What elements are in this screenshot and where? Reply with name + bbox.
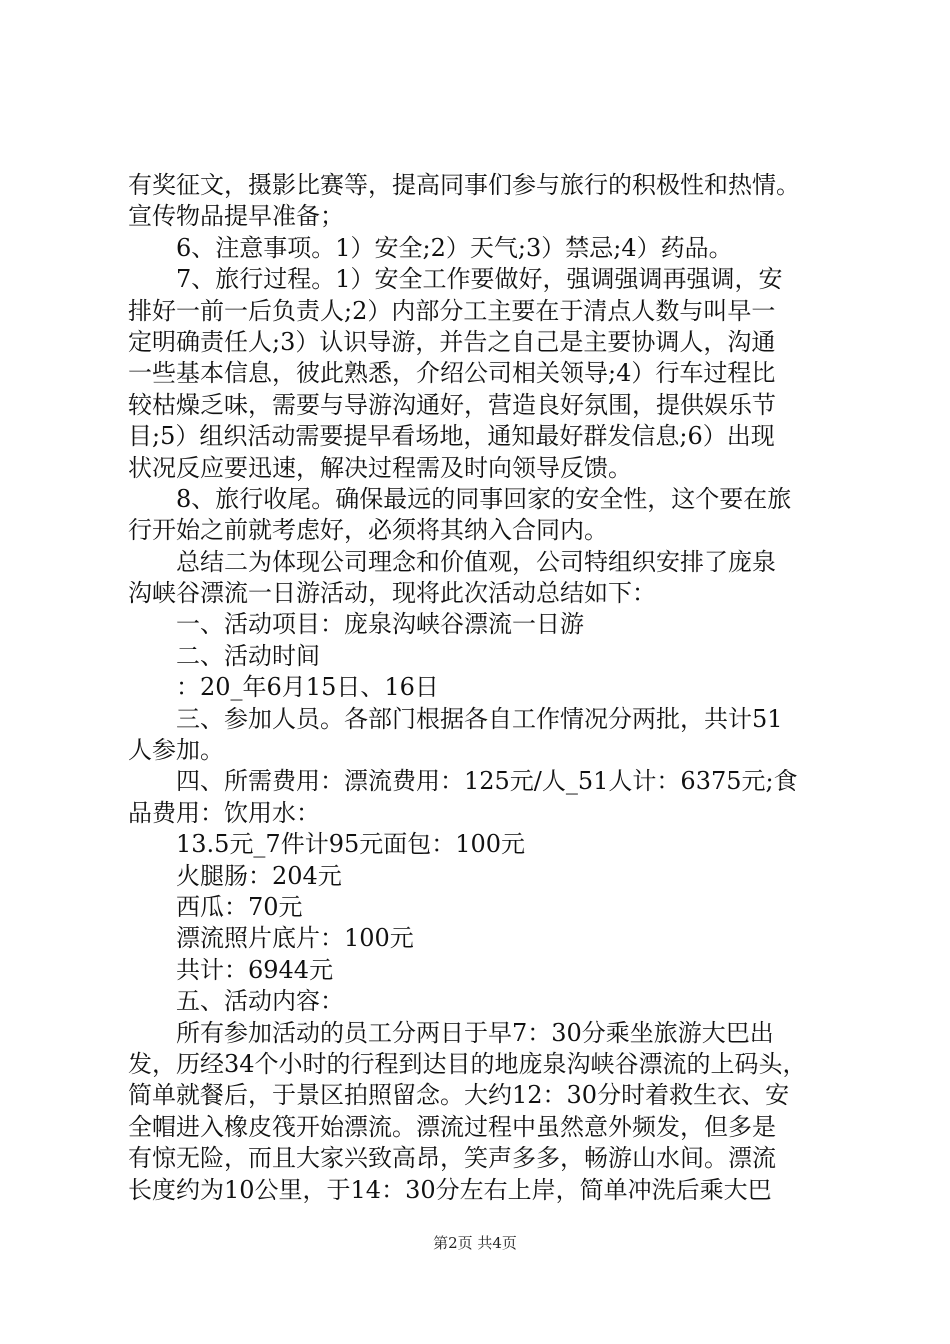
text-line: 发，历经34个小时的行程到达目的地庞泉沟峡谷漂流的上码头， (128, 1049, 807, 1078)
text-line: 三、参加人员。各部门根据各自工作情况分两批，共计51 (176, 704, 783, 733)
text-line: 定明确责任人;3）认识导游，并告之自己是主要协调人，沟通 (128, 327, 776, 356)
text-line: 简单就餐后，于景区拍照留念。大约12：30分时着救生衣、安 (128, 1081, 790, 1110)
text-line: 行开始之前就考虑好，必须将其纳入合同内。 (128, 516, 608, 545)
text-line: 一、活动项目：庞泉沟峡谷漂流一日游 (176, 610, 584, 639)
text-line: 宣传物品提早准备； (128, 202, 344, 231)
text-line: 品费用：饮用水： (128, 798, 320, 827)
text-line: 13.5元_7件计95元面包：100元 (176, 830, 526, 859)
text-line: 7、旅行过程。1）安全工作要做好，强调强调再强调，安 (176, 265, 783, 294)
text-line: 五、活动内容： (176, 987, 344, 1016)
text-line: 火腿肠：204元 (176, 861, 342, 890)
text-line: 较枯燥乏味，需要与导游沟通好，营造良好氛围，提供娱乐节 (128, 390, 776, 419)
text-line: 总结二为体现公司理念和价值观，公司特组织安排了庞泉 (176, 547, 776, 576)
text-line: 8、旅行收尾。确保最远的同事回家的安全性，这个要在旅 (176, 484, 792, 513)
text-line: 沟峡谷漂流一日游活动，现将此次活动总结如下： (128, 579, 656, 608)
text-line: 所有参加活动的员工分两日于早7：30分乘坐旅游大巴出 (176, 1018, 774, 1047)
text-line: 共计：6944元 (176, 955, 334, 984)
text-line: ：20_年6月15日、16日 (176, 673, 439, 702)
text-line: 长度约为10公里，于14：30分左右上岸，简单冲洗后乘大巴 (128, 1175, 772, 1204)
text-line: 目;5）组织活动需要提早看场地，通知最好群发信息;6）出现 (128, 422, 775, 451)
text-line: 人参加。 (128, 736, 224, 765)
text-line: 有奖征文，摄影比赛等，提高同事们参与旅行的积极性和热情。 (128, 171, 800, 199)
text-line: 一些基本信息，彼此熟悉，介绍公司相关领导;4）行车过程比 (128, 359, 776, 388)
text-line: 排好一前一后负责人;2）内部分工主要在于清点人数与叫早一 (128, 296, 776, 325)
text-line: 漂流照片底片：100元 (176, 924, 414, 953)
text-line: 6、注意事项。1）安全;2）天气;3）禁忌;4）药品。 (176, 233, 733, 262)
document-body (128, 170, 840, 1206)
text-line: 四、所需费用：漂流费用：125元/人_51人计：6375元;食 (176, 767, 798, 796)
text-line: 西瓜：70元 (176, 892, 303, 921)
text-line: 全帽进入橡皮筏开始漂流。漂流过程中虽然意外频发，但多是 (128, 1112, 776, 1141)
text-line: 状况反应要迅速，解决过程需及时向领导反馈。 (128, 453, 632, 482)
text-line: 二、活动时间 (176, 641, 320, 670)
page-footer: 第2页 共4页 (433, 1234, 517, 1252)
text-line: 有惊无险，而且大家兴致高昂，笑声多多，畅游山水间。漂流 (128, 1144, 776, 1173)
